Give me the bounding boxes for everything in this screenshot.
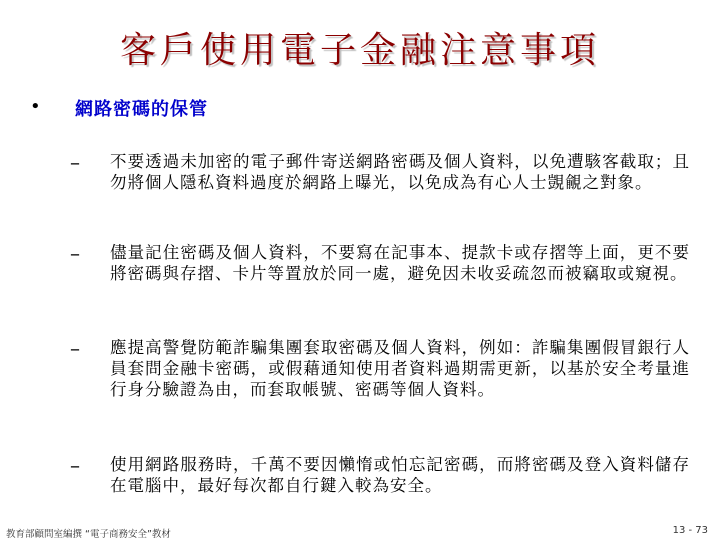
dash-icon: – <box>70 150 80 174</box>
list-item-4: 使用網路服務時，千萬不要因懶惰或怕忘記密碼，而將密碼及登入資料儲存在電腦中，最好每次都自行鍵入較為安全。 <box>110 455 690 495</box>
section-heading: 網路密碼的保管 <box>75 99 208 120</box>
dash-icon: – <box>70 336 80 360</box>
bullet-icon: • <box>30 96 41 117</box>
list-item-1: 不要透過未加密的電子郵件寄送網路密碼及個人資料，以免遭駭客截取；且勿將個人隱私資料過度於網路上曝光，以免成為有心人士覬覦之對象。 <box>110 152 690 192</box>
dash-icon: – <box>70 453 80 477</box>
footer-source: 教育部顧問室編撰 “電子商務安全”教材 <box>6 529 171 540</box>
slide-title: 客戶使用電子金融注意事項 <box>119 30 600 71</box>
list-item-2: 儘量記住密碼及個人資料，不要寫在記事本、提款卡或存摺等上面，更不要將密碼與存摺、卡片等置放於同一處，避免因未收妥疏忽而被竊取或窺視。 <box>110 243 690 283</box>
page-number: 13 - 73 <box>672 525 708 536</box>
dash-icon: – <box>70 241 80 265</box>
list-item-3: 應提高警覺防範詐騙集團套取密碼及個人資料，例如：詐騙集團假冒銀行人員套問金融卡密碼，或假藉通知使用者資料過期需更新，以基於安全考量進行身分驗證為由，而套取帳號、密碼等個人資料。 <box>110 338 690 399</box>
